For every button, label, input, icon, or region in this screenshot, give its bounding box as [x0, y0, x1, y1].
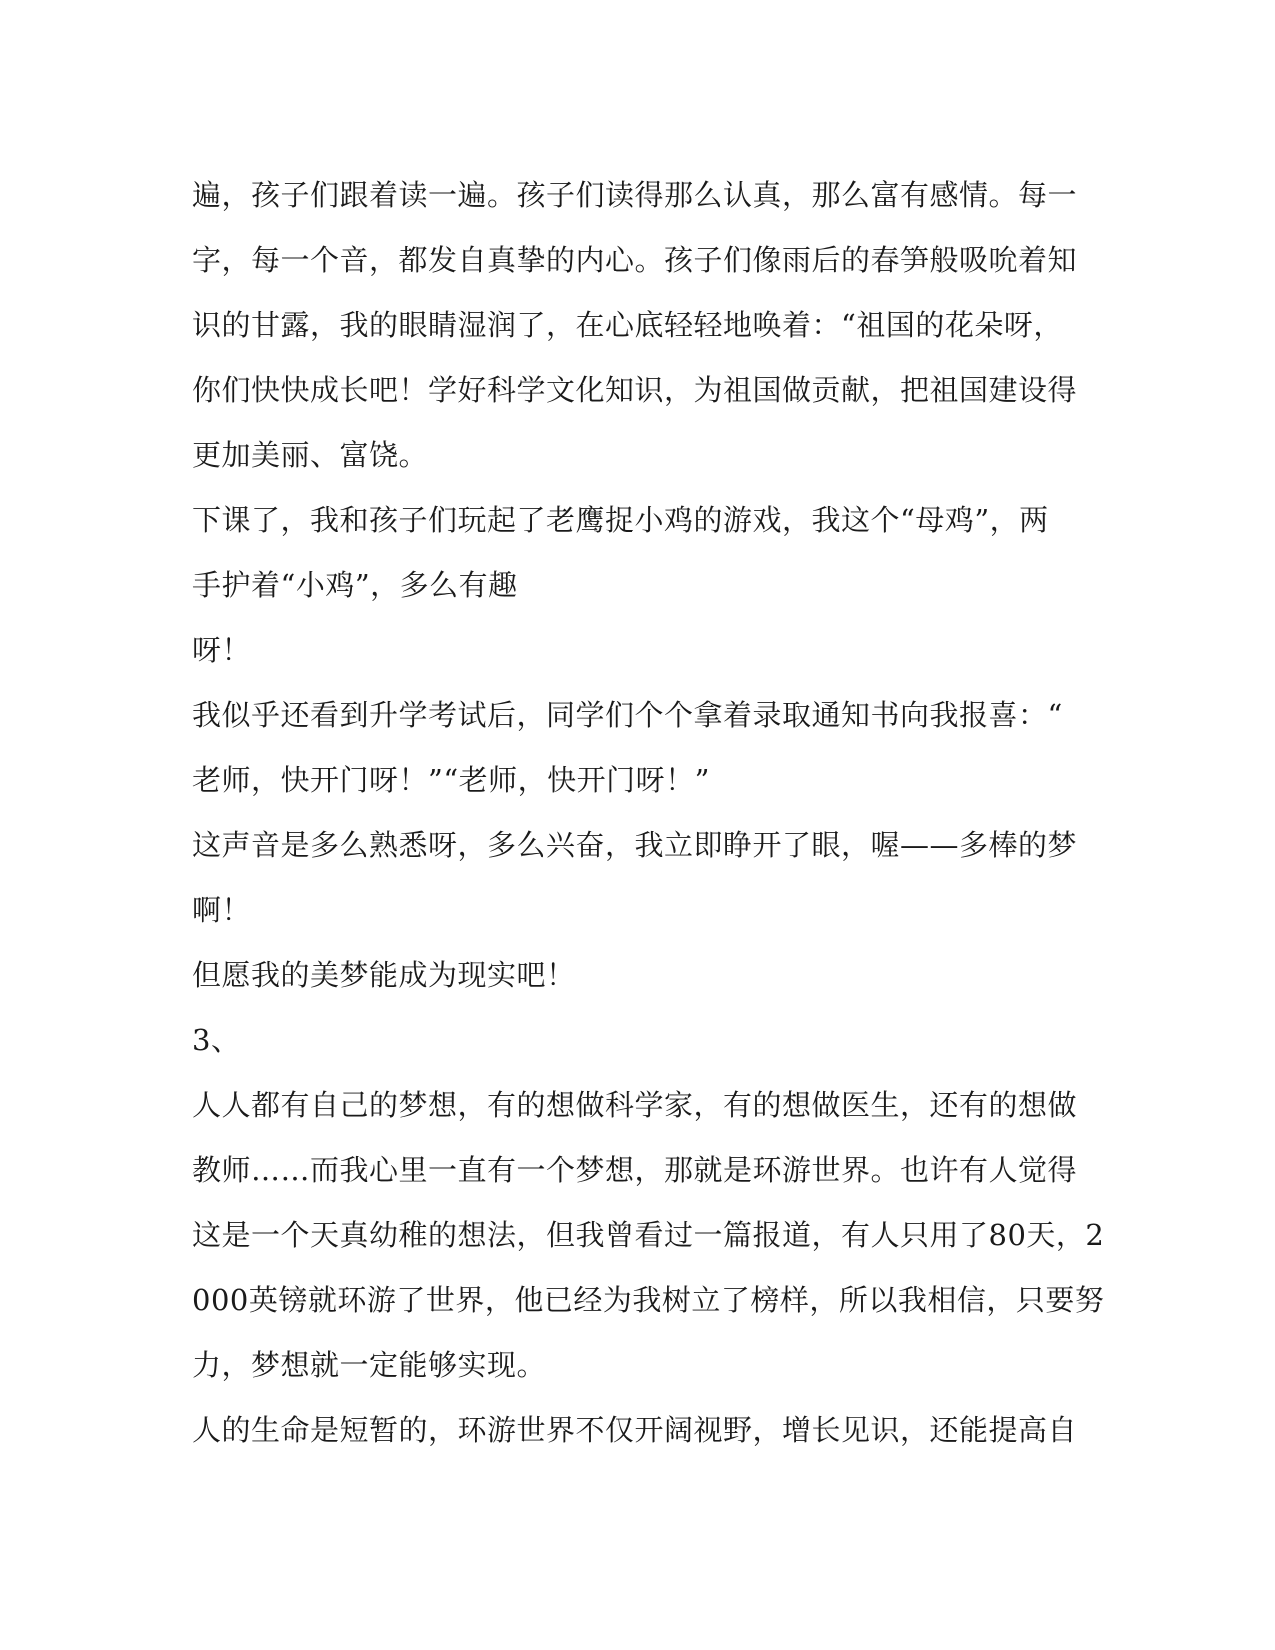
text-line: 人的生命是短暂的，环游世界不仅开阔视野，增长见识，还能提高自: [192, 1413, 1078, 1447]
text-line: 人人都有自己的梦想，有的想做科学家，有的想做医生，还有的想做: [192, 1088, 1078, 1122]
text-line: 000英镑就环游了世界，他已经为我树立了榜样，所以我相信，只要努: [192, 1283, 1105, 1317]
text-line: 遍，孩子们跟着读一遍。孩子们读得那么认真，那么富有感情。每一: [192, 178, 1078, 212]
text-line: 呀！: [192, 633, 252, 667]
text-line: 力，梦想就一定能够实现。: [192, 1348, 547, 1382]
text-line: 你们快快成长吧！学好科学文化知识，为祖国做贡献，把祖国建设得: [192, 373, 1078, 407]
document-body: [192, 163, 1105, 1463]
text-line: 下课了，我和孩子们玩起了老鹰捉小鸡的游戏，我这个“母鸡”，两: [192, 503, 1049, 537]
text-line: 啊！: [192, 893, 252, 927]
text-line: 识的甘露，我的眼睛湿润了，在心底轻轻地唤着：“祖国的花朵呀，: [192, 308, 1063, 342]
text-line: 老师，快开门呀！”“老师，快开门呀！”: [192, 763, 710, 797]
text-line: 教师……而我心里一直有一个梦想，那就是环游世界。也许有人觉得: [192, 1153, 1078, 1187]
text-line: 但愿我的美梦能成为现实吧！: [192, 958, 576, 992]
text-line: 我似乎还看到升学考试后，同学们个个拿着录取通知书向我报喜：“: [192, 698, 1063, 732]
text-line: 这是一个天真幼稚的想法，但我曾看过一篇报道，有人只用了80天，2: [192, 1218, 1105, 1252]
text-line: 更加美丽、富饶。: [192, 438, 429, 472]
text-line: 这声音是多么熟悉呀，多么兴奋，我立即睁开了眼，喔——多棒的梦: [192, 828, 1078, 862]
text-line: 手护着“小鸡”，多么有趣: [192, 568, 518, 602]
text-line: 字，每一个音，都发自真挚的内心。孩子们像雨后的春笋般吸吮着知: [192, 243, 1078, 277]
section-number: 3、: [192, 1023, 241, 1057]
